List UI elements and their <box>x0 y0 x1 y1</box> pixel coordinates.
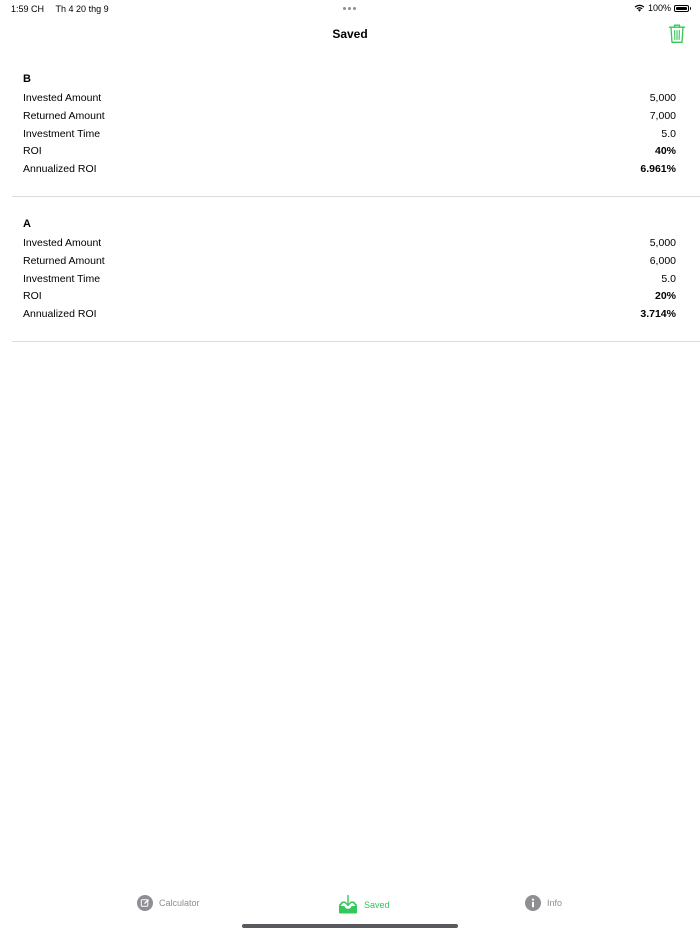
record-name: A <box>23 217 31 230</box>
row-value: 20% <box>654 290 676 303</box>
saved-tray-icon <box>338 895 358 914</box>
delete-all-button[interactable] <box>668 24 686 44</box>
tab-label: Saved <box>364 899 390 910</box>
battery-icon <box>674 5 689 12</box>
record-name: B <box>23 73 31 85</box>
row-label: Annualized ROI <box>23 308 97 321</box>
home-indicator[interactable] <box>242 924 458 928</box>
row-value: 6.961% <box>640 163 676 176</box>
roi-row <box>23 143 676 161</box>
saved-record-a[interactable] <box>12 197 700 342</box>
multitasking-dots-icon[interactable] <box>343 7 356 10</box>
wifi-icon <box>634 4 645 12</box>
row-label: Annualized ROI <box>23 163 97 176</box>
row-label: Investment Time <box>23 272 101 285</box>
row-value: 5,000 <box>649 92 676 104</box>
investment-time-row <box>23 126 676 144</box>
row-label: Invested Amount <box>23 236 102 249</box>
row-value: 7,000 <box>649 109 676 122</box>
saved-record-b[interactable] <box>12 66 700 197</box>
tab-info[interactable] <box>525 895 562 911</box>
tab-label: Calculator <box>159 898 200 908</box>
row-label: Returned Amount <box>23 109 105 122</box>
investment-time-row <box>23 271 676 289</box>
info-icon <box>525 895 541 911</box>
row-value: 6,000 <box>649 254 676 267</box>
invested-amount-row <box>23 90 676 108</box>
row-value: 40% <box>654 145 676 158</box>
battery-percentage: 100% <box>647 3 671 13</box>
row-label: Investment Time <box>23 127 101 140</box>
status-left <box>11 4 109 14</box>
annualized-roi-row <box>23 161 676 179</box>
row-value: 3.714% <box>640 308 676 321</box>
row-label: Invested Amount <box>23 92 102 104</box>
tab-label: Info <box>547 898 563 908</box>
saved-records-list <box>12 66 700 342</box>
row-value: 5,000 <box>649 236 676 249</box>
annualized-roi-row <box>23 306 676 324</box>
tab-saved[interactable] <box>338 895 390 914</box>
returned-amount-row <box>23 108 676 126</box>
status-time: 1:59 CH <box>11 4 45 14</box>
row-label: Returned Amount <box>23 254 105 267</box>
trash-icon <box>668 24 686 44</box>
roi-row <box>23 288 676 306</box>
row-value: 5.0 <box>661 127 676 140</box>
row-value: 5.0 <box>661 272 676 285</box>
tab-bar <box>0 895 700 919</box>
invested-amount-row <box>23 235 676 253</box>
calculator-icon <box>137 895 153 911</box>
nav-bar <box>0 18 700 52</box>
status-date: Th 4 20 thg 9 <box>55 4 109 14</box>
page-title: Saved <box>332 27 368 41</box>
row-label: ROI <box>23 290 42 303</box>
returned-amount-row <box>23 253 676 271</box>
row-label: ROI <box>23 145 42 158</box>
tab-calculator[interactable] <box>137 895 200 911</box>
status-bar <box>0 0 700 18</box>
status-right <box>634 3 689 13</box>
